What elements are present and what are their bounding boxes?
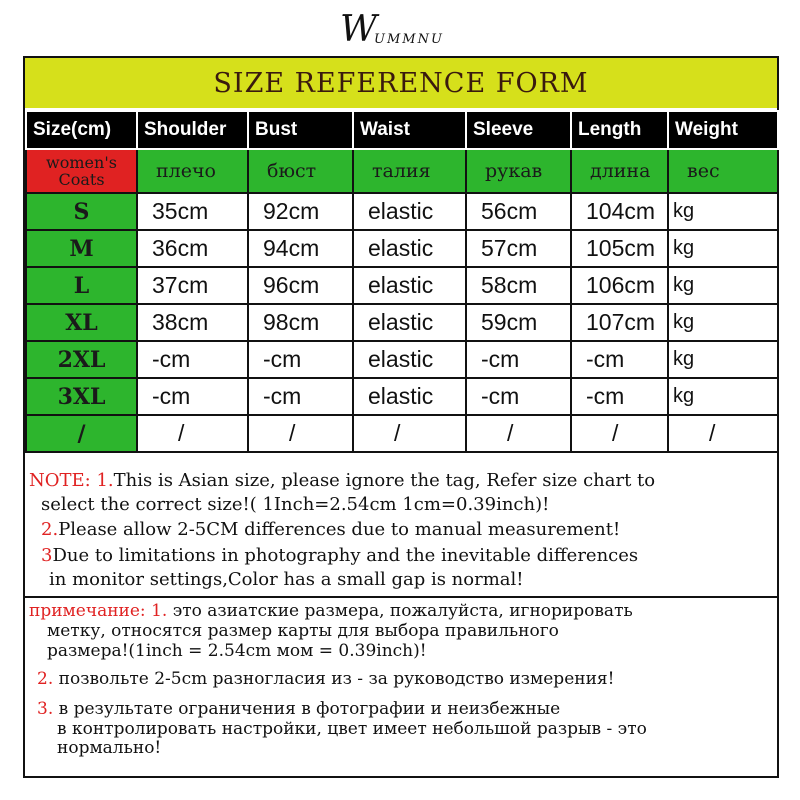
header-row xyxy=(26,111,778,149)
shoulder-cell: 37cm xyxy=(137,267,248,304)
header-waist: Waist xyxy=(353,111,466,149)
bust-cell: 96cm xyxy=(248,267,353,304)
page-title: SIZE REFERENCE FORM xyxy=(213,67,589,99)
bust-cell: 94cm xyxy=(248,230,353,267)
shoulder-cell: 35cm xyxy=(137,193,248,230)
header-length: Length xyxy=(571,111,668,149)
ru-note-3-line-a xyxy=(37,699,560,719)
sleeve-cell: / xyxy=(466,415,571,452)
length-cell: 106cm xyxy=(571,267,668,304)
waist-cell: elastic xyxy=(353,230,466,267)
weight-cell: kg xyxy=(668,193,778,230)
ru-note-1-number: 1. xyxy=(151,601,168,621)
waist-cell: elastic xyxy=(353,267,466,304)
russian-header-row xyxy=(26,149,778,193)
table-row xyxy=(26,341,778,378)
header-weight: Weight xyxy=(668,111,778,149)
size-label: 3XL xyxy=(26,378,137,415)
note-2-number: 2. xyxy=(41,519,59,540)
note-2-line xyxy=(41,519,620,540)
ru-note-1-line-a xyxy=(29,601,633,621)
table-row xyxy=(26,230,778,267)
size-label: 2XL xyxy=(26,341,137,378)
length-cell: -cm xyxy=(571,341,668,378)
bust-cell: 98cm xyxy=(248,304,353,341)
note-1-text-a: This is Asian size, please ignore the tag, Refer size chart to xyxy=(113,470,656,491)
length-cell: -cm xyxy=(571,378,668,415)
waist-cell: / xyxy=(353,415,466,452)
table-row xyxy=(26,415,778,452)
size-label: S xyxy=(26,193,137,230)
length-cell: 104cm xyxy=(571,193,668,230)
shoulder-cell: 38cm xyxy=(137,304,248,341)
waist-cell: elastic xyxy=(353,304,466,341)
ru-note-1-text-a: это азиатские размера, пожалуйста, игнорировать xyxy=(172,601,633,621)
ru-note-label: примечание: xyxy=(29,601,146,621)
ru-note-1-text-b: метку, относятся размер карты для выбора правильного xyxy=(47,621,559,641)
ru-label-shoulder: плечо xyxy=(137,149,248,193)
ru-note-2-line xyxy=(37,669,614,689)
header-size: Size(cm) xyxy=(26,111,137,149)
shoulder-cell: -cm xyxy=(137,341,248,378)
ru-note-1-text-c: размера!(1inch = 2.54cm мом = 0.39inch)! xyxy=(47,641,427,661)
category-label: women's Coats xyxy=(26,149,137,193)
table-row xyxy=(26,304,778,341)
size-label: XL xyxy=(26,304,137,341)
size-label: / xyxy=(26,415,137,452)
ru-label-weight: вес xyxy=(668,149,778,193)
notes-english xyxy=(25,466,777,598)
bust-cell: 92cm xyxy=(248,193,353,230)
ru-note-2-text: позвольте 2-5cm разногласия из - за руководство измерения! xyxy=(58,669,615,689)
brand-name: UMMNU xyxy=(374,32,444,47)
ru-note-3-text-b: в контролировать настройки, цвет имеет небольшой разрыв - это xyxy=(57,719,647,739)
ru-note-3-text-c: нормально! xyxy=(57,738,162,758)
sleeve-cell: 57cm xyxy=(466,230,571,267)
note-1-number: 1. xyxy=(96,470,114,491)
header-sleeve: Sleeve xyxy=(466,111,571,149)
note-2-text: Please allow 2-5CM differences due to manual measurement! xyxy=(58,519,621,540)
ru-note-2-number: 2. xyxy=(37,669,54,689)
sleeve-cell: 59cm xyxy=(466,304,571,341)
header-shoulder: Shoulder xyxy=(137,111,248,149)
header-bust: Bust xyxy=(248,111,353,149)
note-3-line-a xyxy=(41,545,638,566)
weight-cell: kg xyxy=(668,267,778,304)
shoulder-cell: / xyxy=(137,415,248,452)
weight-cell: kg xyxy=(668,230,778,267)
waist-cell: elastic xyxy=(353,341,466,378)
note-label: NOTE: xyxy=(29,470,91,491)
sleeve-cell: 56cm xyxy=(466,193,571,230)
brand-initial: W xyxy=(340,9,378,50)
sleeve-cell: -cm xyxy=(466,341,571,378)
title-bar xyxy=(25,58,777,108)
weight-cell: / xyxy=(668,415,778,452)
size-table xyxy=(25,110,779,453)
notes-russian xyxy=(25,598,777,776)
waist-cell: elastic xyxy=(353,193,466,230)
note-3-text-a: Due to limitations in photography and the inevitable differences xyxy=(52,545,639,566)
ru-label-length: длина xyxy=(571,149,668,193)
weight-cell: kg xyxy=(668,304,778,341)
note-3-number: 3 xyxy=(41,545,53,566)
note-3-text-b: in monitor settings,Color has a small gap is normal! xyxy=(49,569,524,590)
sleeve-cell: 58cm xyxy=(466,267,571,304)
length-cell: 105cm xyxy=(571,230,668,267)
size-label: M xyxy=(26,230,137,267)
ru-label-sleeve: рукав xyxy=(466,149,571,193)
weight-cell: kg xyxy=(668,378,778,415)
table-row xyxy=(26,267,778,304)
ru-note-3-text-a: в результате ограничения в фотографии и неизбежные xyxy=(58,699,561,719)
table-row xyxy=(26,193,778,230)
note-1-text-b: select the correct size!( 1Inch=2.54cm 1cm=0.39inch)! xyxy=(41,494,550,515)
bust-cell: / xyxy=(248,415,353,452)
note-1-line-a xyxy=(29,470,655,491)
length-cell: / xyxy=(571,415,668,452)
bust-cell: -cm xyxy=(248,341,353,378)
shoulder-cell: 36cm xyxy=(137,230,248,267)
sleeve-cell: -cm xyxy=(466,378,571,415)
brand-logo xyxy=(340,10,470,54)
table-row xyxy=(26,378,778,415)
size-label: L xyxy=(26,267,137,304)
ru-label-bust: бюст xyxy=(248,149,353,193)
length-cell: 107cm xyxy=(571,304,668,341)
shoulder-cell: -cm xyxy=(137,378,248,415)
weight-cell: kg xyxy=(668,341,778,378)
bust-cell: -cm xyxy=(248,378,353,415)
ru-label-waist: талия xyxy=(353,149,466,193)
waist-cell: elastic xyxy=(353,378,466,415)
ru-note-3-number: 3. xyxy=(37,699,54,719)
